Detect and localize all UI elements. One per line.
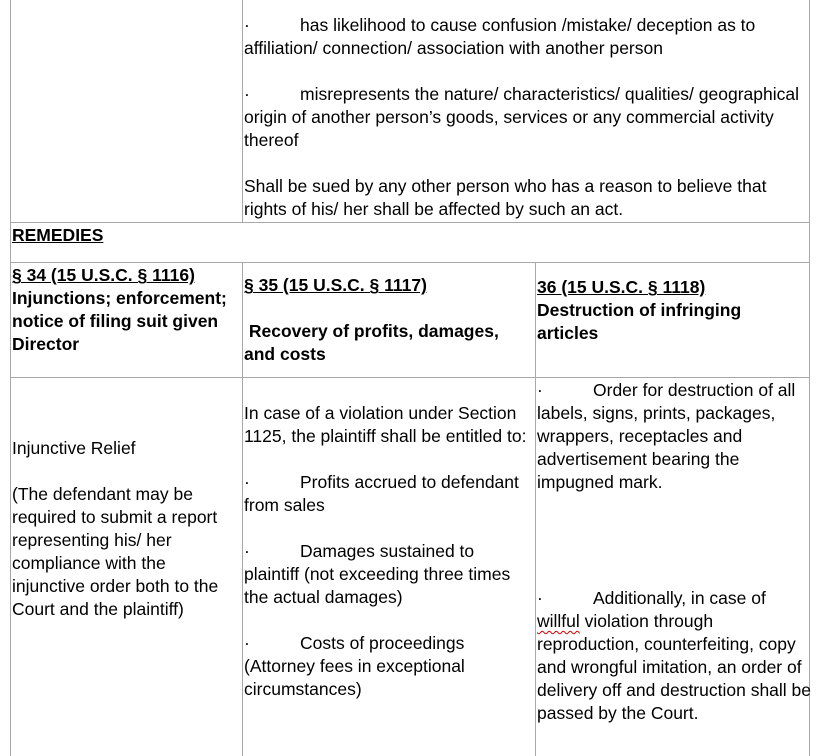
- section-title: Destruction of infringing articles: [537, 300, 742, 343]
- section-title: Injunctions; enforcement; notice of filing suit given Director: [12, 288, 227, 354]
- spellcheck-flagged-word: willful: [537, 611, 580, 631]
- border-row2: [10, 262, 810, 263]
- list-item: [244, 540, 529, 609]
- section-citation: 36 (15 U.S.C. § 1118): [537, 277, 706, 297]
- body-heading: Injunctive Relief: [12, 438, 136, 458]
- border-col2: [535, 262, 536, 756]
- bullet: ·: [537, 588, 543, 608]
- column-header-34: [12, 264, 244, 356]
- recovery-body-cell: [244, 402, 529, 701]
- list-item-text: Profits accrued to defendant from sales: [244, 472, 519, 515]
- column-header-36: [537, 276, 807, 345]
- bullet: ·: [244, 15, 250, 35]
- list-item-text: misrepresents the nature/ characteristics/ qualities/ geographical origin of another person’s goods, services or any commercial activity thereof: [244, 84, 799, 150]
- body-note: (The defendant may be required to submit a report representing his/ her compliance with the injunctive order both to the Court and the plaintiff): [12, 484, 219, 619]
- list-item: [537, 379, 812, 494]
- bullet: ·: [244, 541, 250, 561]
- section-title: Recovery of profits, damages, and costs: [244, 321, 499, 364]
- border-row1: [10, 222, 810, 223]
- list-item-text: Damages sustained to plaintiff (not exceeding three times the actual damages): [244, 541, 511, 607]
- top-row-cell: [244, 14, 806, 221]
- body-intro: In case of a violation under Section 1125, the plaintiff shall be entitled to:: [244, 403, 527, 446]
- closing-text: Shall be sued by any other person who has a reason to believe that rights of his/ her shall be affected by such an act.: [244, 176, 767, 219]
- section-citation: § 34 (15 U.S.C. § 1116): [12, 265, 195, 285]
- list-item-text: has likelihood to cause confusion /mistake/ deception as to affiliation/ connection/ association with another person: [244, 15, 756, 58]
- border-col1: [242, 0, 243, 222]
- list-item-text: violation through reproduction, counterfeiting, copy and wrongful imitation, an order of delivery off and destruction shall be passed by the Court.: [537, 611, 812, 723]
- bullet: ·: [537, 380, 543, 400]
- list-item: [537, 587, 812, 725]
- bullet: ·: [244, 472, 250, 492]
- injunction-body-cell: [12, 437, 237, 621]
- bullet: ·: [244, 84, 250, 104]
- list-item: [244, 632, 529, 701]
- list-item-text: Order for destruction of all labels, signs, prints, packages, wrappers, receptacles and advertisement bearing the impugned mark.: [537, 380, 796, 492]
- bullet: ·: [244, 633, 250, 653]
- border-row3: [10, 377, 810, 378]
- destruction-body-cell: [537, 379, 812, 494]
- border-left: [10, 0, 11, 756]
- list-item: [244, 14, 806, 60]
- list-item: [244, 83, 806, 152]
- remedies-heading: REMEDIES: [12, 225, 104, 245]
- destruction-body-cell-2: [537, 587, 812, 725]
- list-item: [244, 471, 529, 517]
- column-header-35: [244, 274, 532, 366]
- list-item-text: Costs of proceedings (Attorney fees in exceptional circumstances): [244, 633, 465, 699]
- section-citation: § 35 (15 U.S.C. § 1117): [244, 275, 427, 295]
- list-item-text: Additionally, in case of: [593, 588, 766, 608]
